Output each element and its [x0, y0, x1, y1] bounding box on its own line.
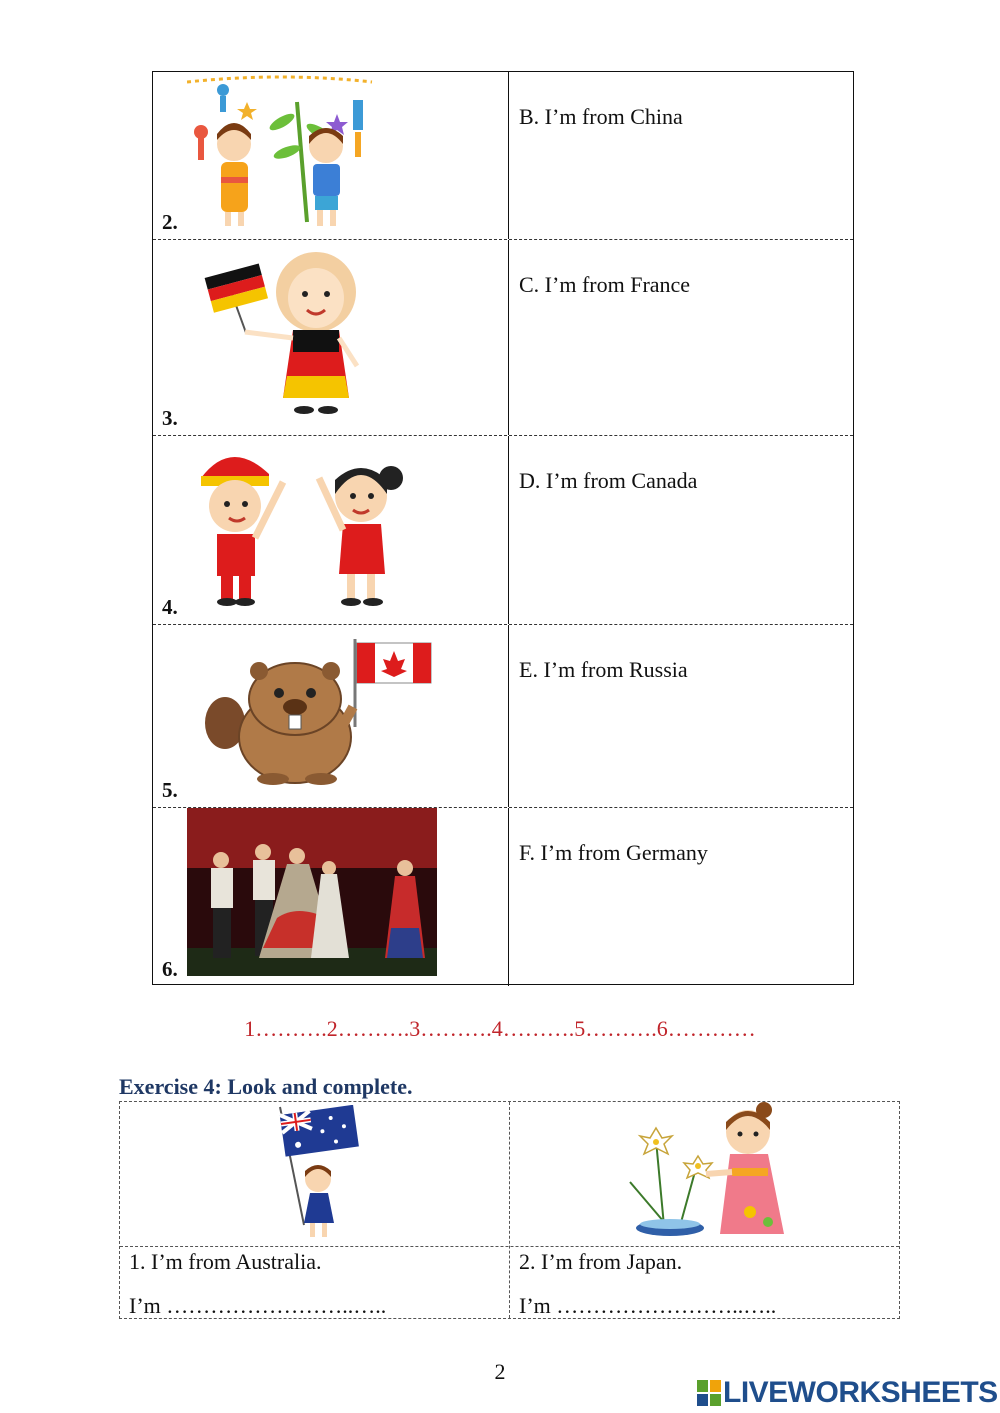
- beaver-canada-flag-icon: [203, 637, 443, 787]
- picture-cell: [153, 808, 509, 986]
- item-number: 5.: [162, 778, 178, 802]
- chinese-children-icon: [191, 442, 431, 612]
- girl-german-flag-icon: [201, 248, 371, 418]
- picture-cell: [153, 240, 509, 435]
- option-text: E. I’m from Russia: [519, 657, 688, 682]
- item-number: 3.: [162, 406, 178, 430]
- table-row: [153, 72, 853, 239]
- logo-text: LIVEWORKSHEETS: [723, 1376, 998, 1409]
- item-number: 2.: [162, 210, 178, 234]
- table-row: [153, 807, 853, 986]
- table-row: [153, 239, 853, 435]
- table-row: [153, 435, 853, 624]
- option-text: C. I’m from France: [519, 272, 691, 297]
- liveworksheets-logo: [697, 1377, 998, 1409]
- option-text: B. I’m from China: [519, 104, 683, 129]
- table-row: [153, 624, 853, 807]
- exercise-title: Exercise 4: Look and complete.: [119, 1074, 413, 1099]
- column-divider: [509, 1102, 510, 1318]
- option-cell: [510, 808, 853, 986]
- japanese-girl-ikebana-icon: [620, 1102, 790, 1246]
- option-cell: [510, 240, 853, 435]
- russian-dancers-photo: [187, 808, 437, 976]
- exercise-table: [119, 1101, 900, 1319]
- option-cell: [510, 72, 853, 239]
- option-cell: [510, 625, 853, 807]
- answer-line[interactable]: 1……….2……….3……….4……….5……….6…………: [244, 1016, 756, 1041]
- item-number: 6.: [162, 957, 178, 981]
- row-divider: [120, 1246, 899, 1247]
- sentence-1: 1. I’m from Australia.: [129, 1249, 322, 1274]
- picture-cell: [153, 72, 509, 239]
- sentence-2: 2. I’m from Japan.: [519, 1249, 683, 1274]
- girl-australia-flag-icon: [270, 1105, 370, 1243]
- blank-1[interactable]: I’m ……………………..…..: [129, 1293, 387, 1318]
- tanabata-children-icon: [187, 72, 377, 232]
- option-text: D. I’m from Canada: [519, 468, 698, 493]
- blank-2[interactable]: I’m ……………………..…..: [519, 1293, 777, 1318]
- option-text: F. I’m from Germany: [519, 840, 708, 865]
- matching-table: [152, 71, 854, 985]
- liveworksheets-badge-icon: [697, 1380, 721, 1406]
- picture-cell: [153, 625, 509, 807]
- item-number: 4.: [162, 595, 178, 619]
- page-number: 2: [494, 1359, 506, 1384]
- picture-cell: [153, 436, 509, 624]
- option-cell: [510, 436, 853, 624]
